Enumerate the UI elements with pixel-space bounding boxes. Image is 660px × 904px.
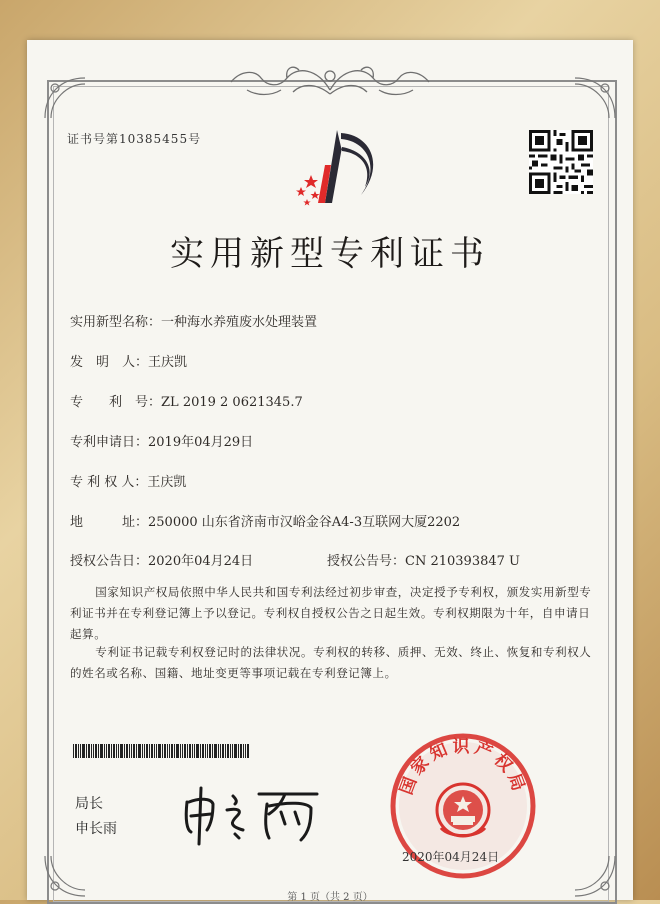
field-utility-model-name <box>70 311 317 330</box>
cnipa-logo-icon <box>285 125 385 210</box>
field-label: 专 利 权 人： <box>70 475 148 490</box>
field-label: 发 明 人： <box>70 355 149 370</box>
field-label: 授权公告号： <box>327 554 406 569</box>
field-grant-date <box>70 550 253 569</box>
field-inventor <box>70 351 187 370</box>
field-label: 专利申请日： <box>70 435 149 450</box>
corner-ornament-top-right <box>571 74 619 122</box>
field-label: 实用新型名称： <box>70 315 162 330</box>
field-grant-number <box>327 550 520 569</box>
field-label: 地 址： <box>70 515 149 530</box>
barcode-icon <box>73 744 249 758</box>
certificate-number: 证书号第10385455号 <box>67 132 202 146</box>
top-ornament <box>227 60 433 104</box>
corner-ornament-top-left <box>41 74 89 122</box>
director-name: 申长雨 <box>75 821 117 837</box>
certificate-title: 实用新型专利证书 <box>170 234 490 274</box>
field-value: CN 210393847 U <box>405 554 520 569</box>
field-label: 专 利 号： <box>70 395 162 410</box>
qr-code-icon <box>529 130 593 194</box>
field-value: 250000 山东省济南市汉峪金谷A4-3互联网大厦2202 <box>148 515 461 530</box>
field-value: 2020年04月24日 <box>148 554 254 569</box>
field-patent-number <box>70 391 303 410</box>
certificate-page <box>27 40 633 903</box>
field-value: 一种海水养殖废水处理装置 <box>161 315 318 330</box>
field-value: 王庆凯 <box>148 355 188 370</box>
legal-paragraph-1: 国家知识产权局依照中华人民共和国专利法经过初步审查，决定授予专利权，颁发实用新型专利证书并在专利登记簿上予以登记。专利权自授权公告之日起生效。专利权期限为十年，自申请日起算。 <box>70 585 592 641</box>
field-address <box>70 511 460 530</box>
svg-text:国家知识产权局: 国家知识产权局 <box>396 737 530 798</box>
director-title: 局长 <box>75 796 103 812</box>
page-footer: 第 1 页（共 2 页） <box>287 892 373 903</box>
legal-paragraph-2: 专利证书记载专利权登记时的法律状况。专利权的转移、质押、无效、终止、恢复和专利权人的姓名或名称、国籍、地址变更等事项记载在专利登记簿上。 <box>70 645 592 680</box>
field-label: 授权公告日： <box>70 554 149 569</box>
field-value: ZL 2019 2 0621345.7 <box>161 395 303 410</box>
field-value: 2019年04月29日 <box>148 435 254 450</box>
field-value: 王庆凯 <box>147 475 187 490</box>
field-application-date <box>70 431 253 450</box>
seal-date: 2020年04月24日 <box>402 850 500 864</box>
handwritten-signature <box>177 780 327 850</box>
field-patentee <box>70 471 186 490</box>
